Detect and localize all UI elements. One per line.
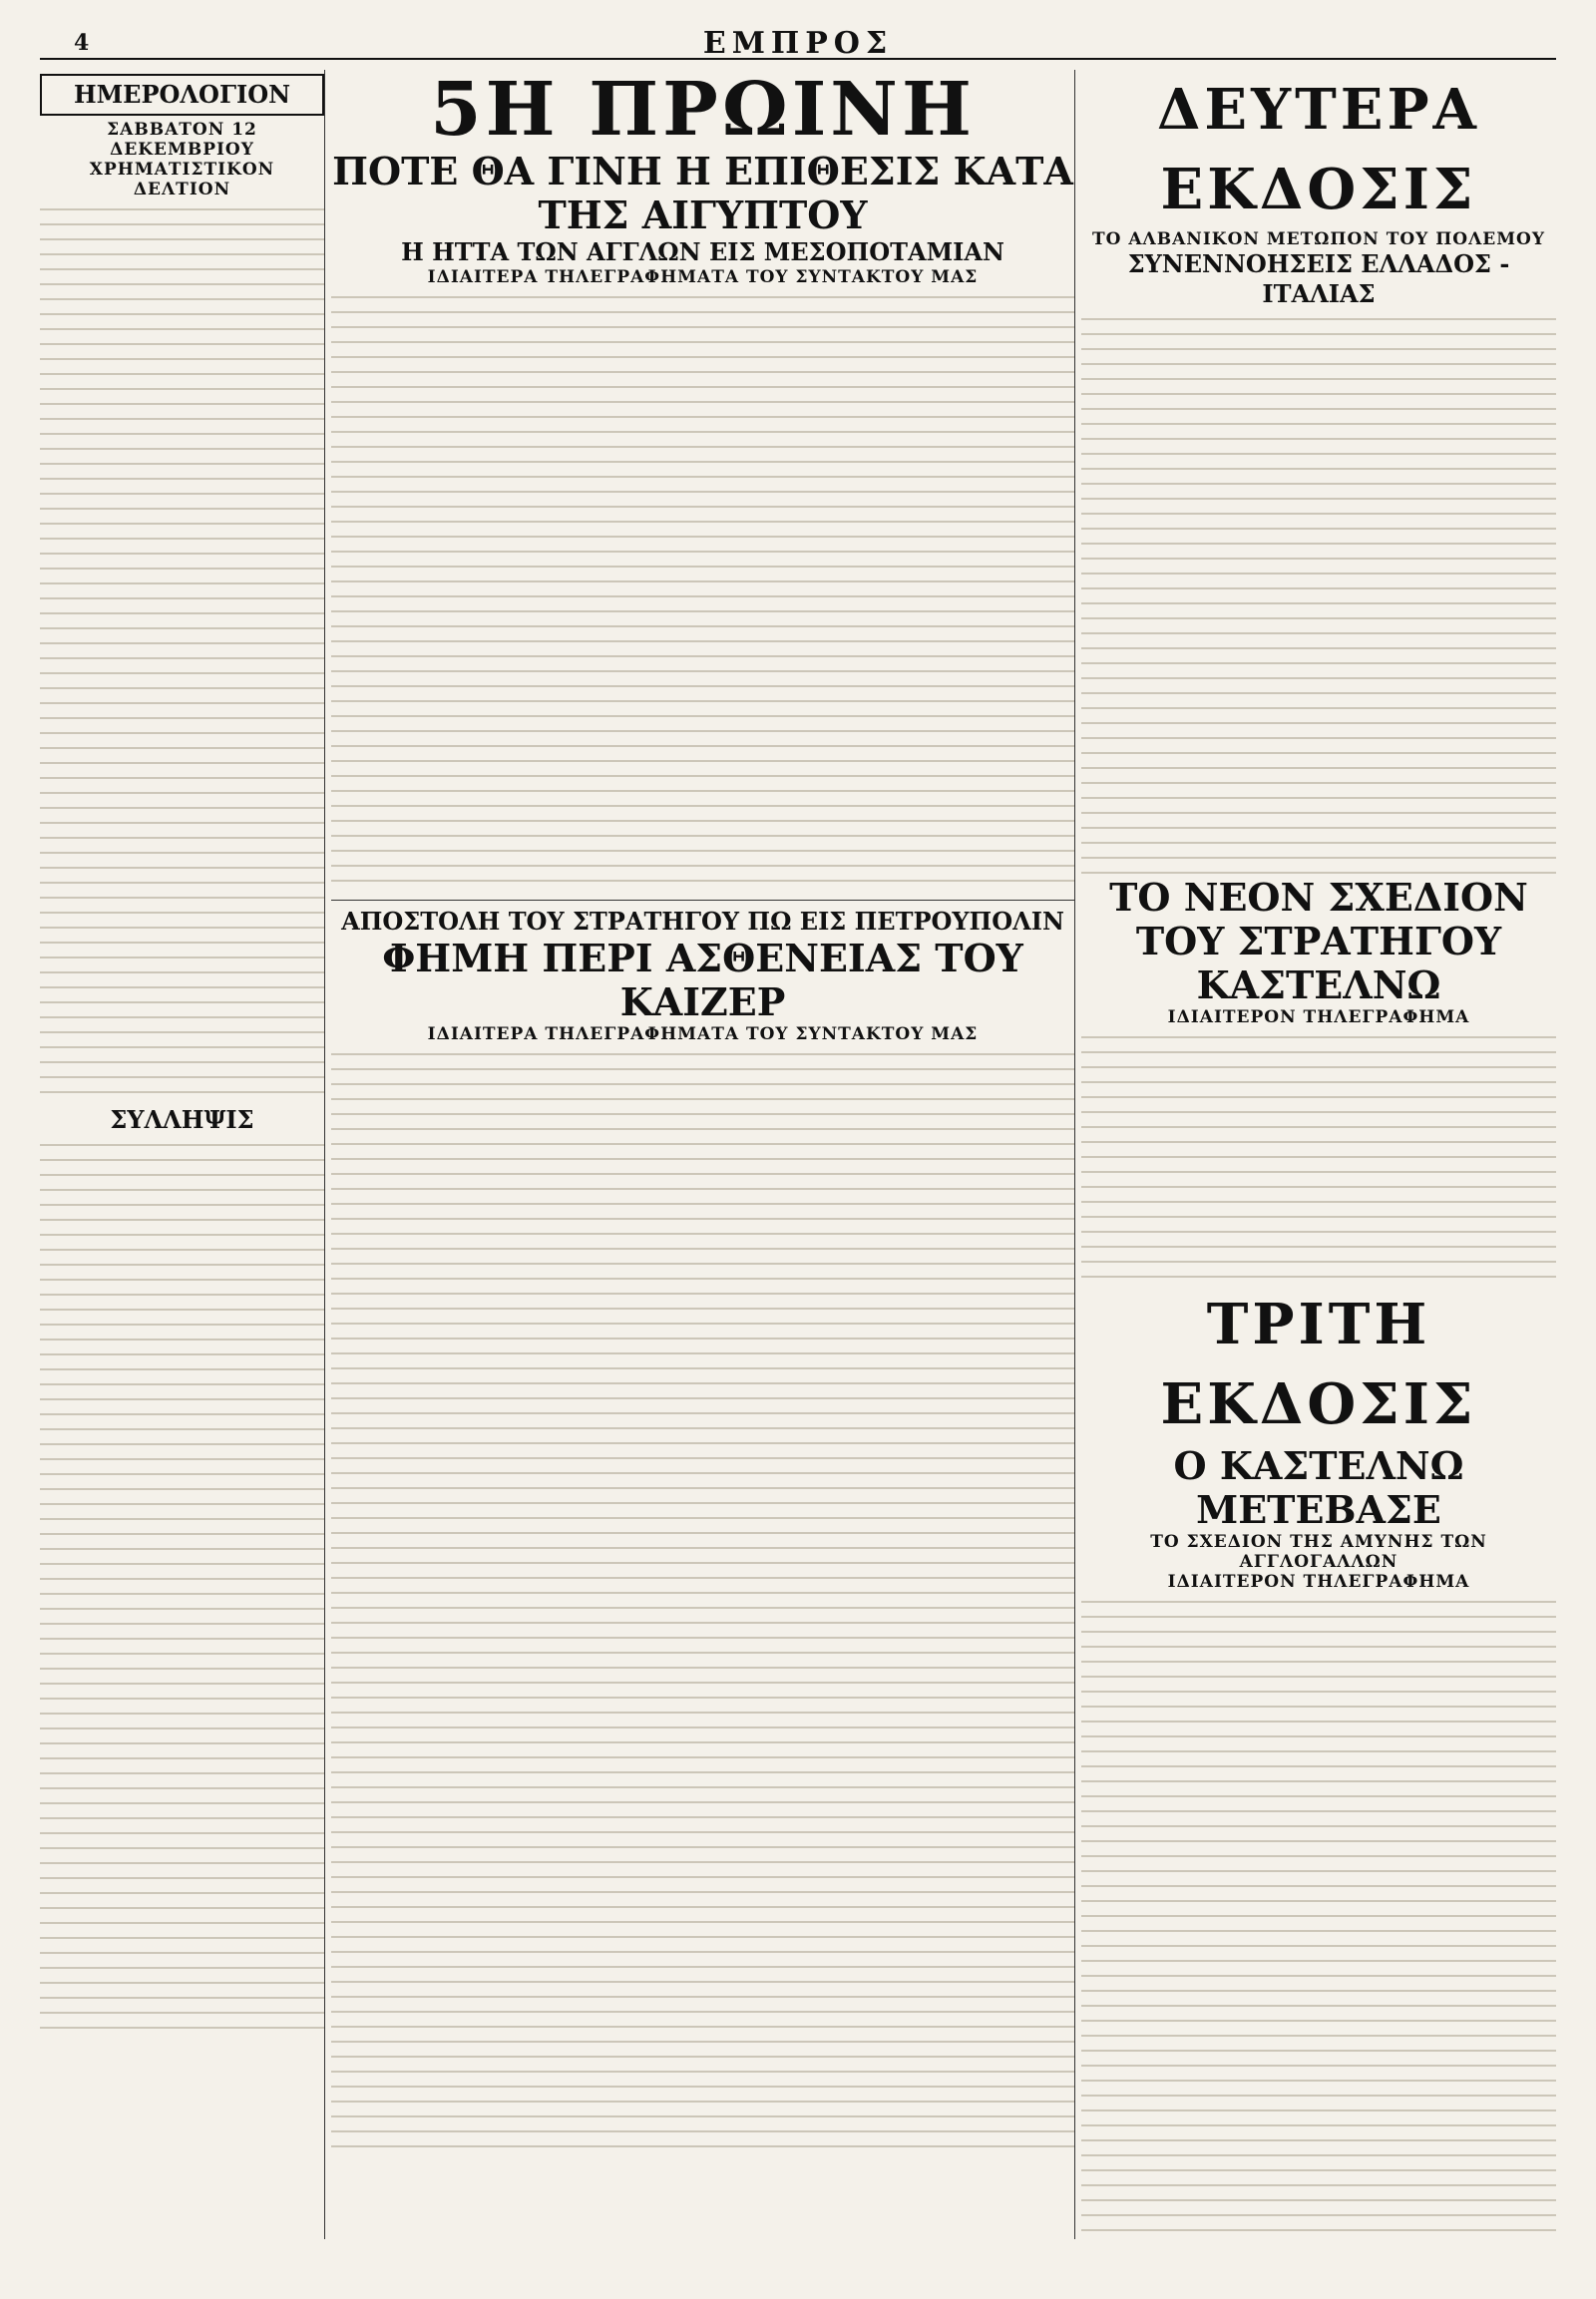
edition-title: 5Η ΠΡΩΙΝΗ <box>430 70 976 153</box>
right-column <box>1081 70 1556 2239</box>
subheadline: Η ΗΤΤΑ ΤΩΝ ΑΓΓΛΩΝ ΕΙΣ ΜΕΣΟΠΟΤΑΜΙΑΝ <box>401 237 1004 266</box>
diary-date: ΣΑΒΒΑΤΟΝ 12 ΔΕΚΕΜΒΡΙΟΥ <box>107 120 257 160</box>
visit-subheadline: ΤΟ ΣΧΕΔΙΟΝ ΤΗΣ ΑΜΥΝΗΣ ΤΩΝ ΑΓΓΛΟΓΑΛΛΩΝ <box>1150 1532 1487 1572</box>
arrests-text-placeholder <box>40 1135 324 2041</box>
plan-headline-1: ΤΟ ΝΕΟΝ ΣΧΕΔΙΟΝ <box>1109 875 1528 920</box>
diary-title: ΗΜΕΡΟΛΟΓΙΟΝ <box>40 74 324 116</box>
divider <box>331 900 1074 901</box>
article-text-placeholder <box>331 287 1074 894</box>
talks-text-placeholder <box>1081 309 1556 876</box>
edition-3-title: ΤΡΙΤΗ ΕΚΔΟΣΙΣ <box>1160 1292 1477 1437</box>
visit-tagline: ΙΔΙΑΙΤΕΡΟΝ ΤΗΛΕΓΡΑΦΗΜΑ <box>1167 1572 1470 1592</box>
masthead: ΕΜΠΡΟΣ <box>702 26 894 61</box>
plan-headline-2: ΤΟΥ ΣΤΡΑΤΗΓΟΥ ΚΑΣΤΕΛΝΩ <box>1135 919 1502 1007</box>
left-column <box>40 70 325 2239</box>
edition-2-title: ΔΕΥΤΕΡΑ ΕΚΔΟΣΙΣ <box>1156 77 1481 222</box>
plan-text-placeholder <box>1081 1027 1556 1285</box>
finance-header: ΧΡΗΜΑΤΙΣΤΙΚΟΝ ΔΕΛΤΙΟΝ <box>89 160 275 199</box>
talks-header: ΣΥΝΕΝΝΟΗΣΕΙΣ ΕΛΛΑΔΟΣ - ΙΤΑΛΙΑΣ <box>1127 249 1510 308</box>
finance-text-placeholder <box>40 199 324 1105</box>
headline-3: ΦΗΜΗ ΠΕΡΙ ΑΣΘΕΝΕΙΑΣ ΤΟΥ ΚΑΙΖΕΡ <box>382 936 1023 1024</box>
headline-2: ΑΠΟΣΤΟΛΗ ΤΟΥ ΣΤΡΑΤΗΓΟΥ ΠΩ ΕΙΣ ΠΕΤΡΟΥΠΟΛΙΝ <box>341 907 1064 936</box>
tagline: ΙΔΙΑΙΤΕΡΑ ΤΗΛΕΓΡΑΦΗΜΑΤΑ ΤΟΥ ΣΥΝΤΑΚΤΟΥ ΜΑΣ <box>427 267 979 287</box>
plan-tagline: ΙΔΙΑΙΤΕΡΟΝ ΤΗΛΕΓΡΑΦΗΜΑ <box>1167 1007 1470 1027</box>
visit-text-placeholder <box>1081 1592 1556 2239</box>
newspaper-page <box>40 26 1556 2239</box>
page-number: 4 <box>74 30 90 56</box>
center-column <box>331 70 1075 2239</box>
visit-headline: Ο ΚΑΣΤΕΛΝΩ ΜΕΤΕΒΑΣΕ <box>1173 1443 1464 1532</box>
article-text-placeholder-2 <box>331 1044 1074 2149</box>
main-headline: ΠΟΤΕ ΘΑ ΓΙΝΗ Η ΕΠΙΘΕΣΙΣ ΚΑΤΑ ΤΗΣ ΑΙΓΥΠΤΟΥ <box>332 149 1073 237</box>
top-rule <box>40 58 1556 60</box>
front-header: ΤΟ ΑΛΒΑΝΙΚΟΝ ΜΕΤΩΠΟΝ ΤΟΥ ΠΟΛΕΜΟΥ <box>1091 229 1545 249</box>
arrests-header: ΣΥΛΛΗΨΙΣ <box>110 1105 254 1134</box>
tagline-2: ΙΔΙΑΙΤΕΡΑ ΤΗΛΕΓΡΑΦΗΜΑΤΑ ΤΟΥ ΣΥΝΤΑΚΤΟΥ ΜΑΣ <box>427 1024 979 1044</box>
